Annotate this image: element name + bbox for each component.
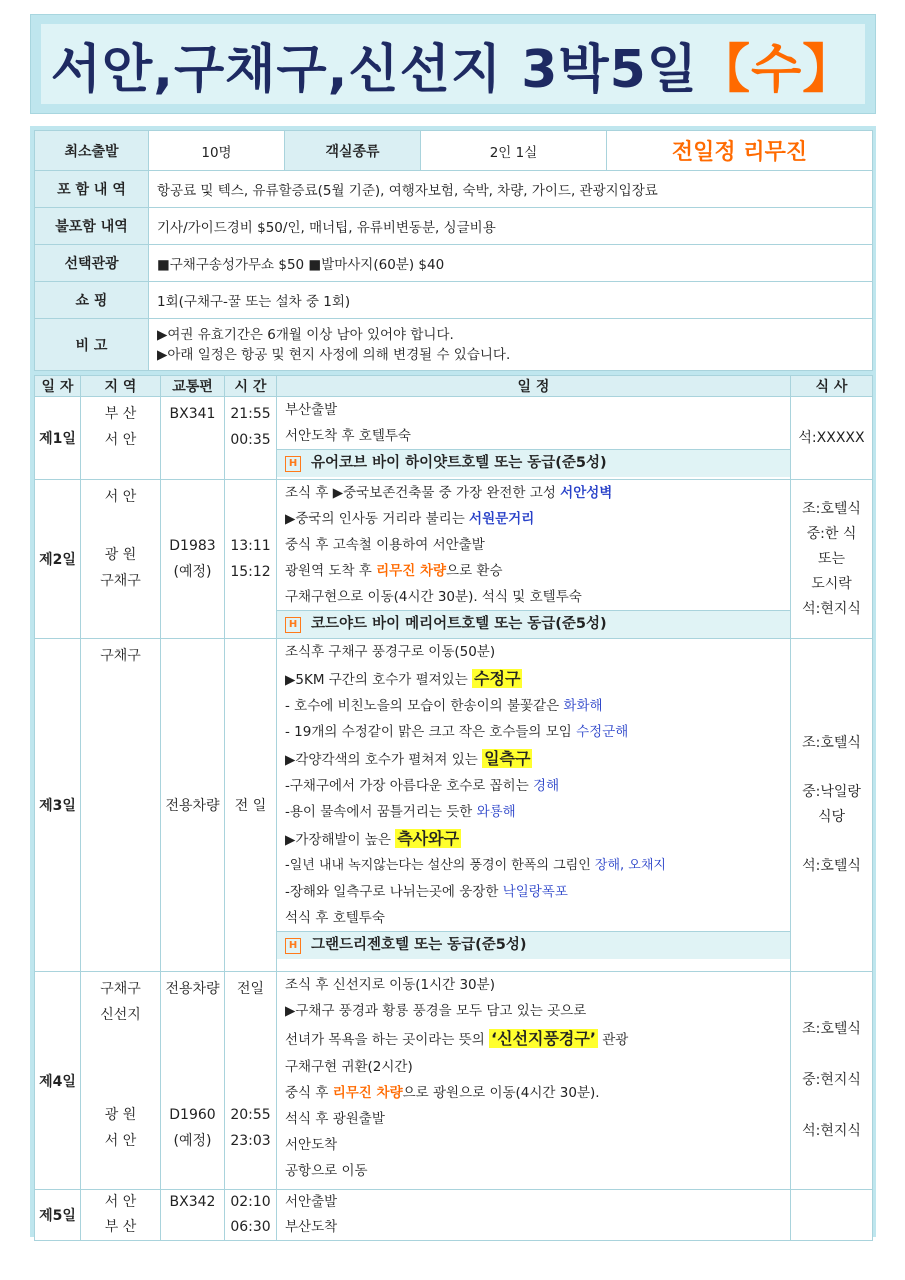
flight-number: BX341 [169, 406, 216, 422]
sight-highlight: ‘신선지풍경구’ [491, 1029, 596, 1048]
limo-banner: 전일정 리무진 [607, 131, 873, 171]
day1-row [35, 397, 873, 480]
time-text: 전일 [236, 981, 265, 997]
day5-transport [161, 1190, 225, 1241]
schedule-line: 석식 후 광원출발 [285, 1111, 385, 1127]
info-row-excludes [35, 208, 873, 245]
schedule-line [277, 665, 790, 693]
info-row-includes [35, 171, 873, 208]
day2-meal [791, 480, 873, 639]
schedule-line [277, 879, 790, 905]
line-text: -일년 내내 녹지않는다는 설산의 풍경이 한폭의 그림인 [285, 858, 595, 873]
train-note: (예정) [173, 1133, 212, 1149]
day3-meal [791, 639, 873, 972]
limo-highlight: 리무진 차량 [332, 1085, 403, 1101]
day2-row [35, 480, 873, 639]
schedule-line [277, 825, 790, 853]
train-number: D1983 [169, 538, 216, 554]
line-text: 관광 [597, 1032, 629, 1048]
remarks-value [149, 319, 873, 371]
shopping-label: 쇼 핑 [35, 282, 149, 319]
region-text: 구채구 [100, 573, 141, 589]
col-schedule: 일 정 [277, 376, 791, 397]
meal-text: 조:호텔식 [802, 1021, 861, 1037]
title-banner [30, 14, 876, 114]
day4-time [225, 972, 277, 1190]
day4-label: 제4일 [35, 972, 81, 1190]
region-text: 서 안 [104, 1133, 137, 1149]
sight-highlight: 일측구 [484, 749, 531, 768]
time-text: 21:55 [230, 406, 271, 422]
region-text: 구채구 [100, 981, 141, 997]
region-text: 광 원 [104, 1107, 137, 1123]
day3-transport: 전용차량 [161, 639, 225, 972]
day1-meal: 석:XXXXX [791, 397, 873, 480]
sight-name: 와룡해 [476, 804, 516, 820]
day5-row [35, 1190, 873, 1241]
schedule-table [34, 375, 873, 1241]
col-region: 지 역 [81, 376, 161, 397]
region-text: 서 안 [104, 489, 137, 505]
time-text: 00:35 [230, 432, 271, 448]
hotel-name: 유어코브 바이 하이얏트호텔 또는 동급(준5성) [311, 455, 607, 471]
day1-label: 제1일 [35, 397, 81, 480]
schedule-line [277, 773, 790, 799]
options-value: ■구채구송성가무쇼 $50 ■발마사지(60분) $40 [149, 245, 873, 282]
day3-label: 제3일 [35, 639, 81, 972]
line-text: 선녀가 목욕을 하는 곳이라는 뜻의 [285, 1032, 490, 1048]
spacer [791, 1093, 872, 1119]
schedule-line: 조식후 구채구 풍경구로 이동(50분) [285, 644, 496, 660]
region-text: 구채구 [100, 648, 141, 664]
schedule-line: ▶구채구 풍경과 황룡 풍경을 모두 담고 있는 곳으로 [285, 1003, 587, 1019]
info-table [34, 130, 873, 371]
day4-row [35, 972, 873, 1190]
info-row-shopping [35, 282, 873, 319]
schedule-line [277, 1080, 790, 1106]
schedule-line: 서안도착 후 호텔투숙 [285, 428, 411, 444]
day3-region [81, 639, 161, 972]
day5-time [225, 1190, 277, 1241]
day1-schedule [277, 397, 791, 480]
schedule-line [277, 719, 790, 745]
schedule-line [277, 558, 790, 584]
line-text: 으로 환승 [446, 563, 503, 579]
itinerary-frame [30, 126, 876, 1237]
line-text: ▶5KM 구간의 호수가 펼져있는 [285, 672, 473, 688]
hotel-name: 그랜드리젠호텔 또는 동급(준5성) [311, 937, 527, 953]
line-text: -용이 물속에서 꿈틀거리는 듯한 [285, 804, 477, 820]
time-text: 13:11 [230, 538, 271, 554]
spacer [225, 1002, 276, 1102]
min-depart-label: 최소출발 [35, 131, 149, 171]
day4-region [81, 972, 161, 1190]
spacer [791, 756, 872, 780]
col-day: 일 자 [35, 376, 81, 397]
line-text: ▶가장해발이 높은 [285, 832, 396, 848]
remark-passport: ▶여권 유효기간은 6개월 이상 남아 있어야 합니다. [157, 326, 454, 343]
schedule-line: 구채구현으로 이동(4시간 30분). 석식 및 호텔투숙 [285, 589, 582, 605]
day1-time [225, 397, 277, 480]
day1-region [81, 397, 161, 480]
limo-highlight: 리무진 차량 [376, 563, 447, 579]
schedule-line: 구채구현 귀환(2시간) [285, 1059, 413, 1075]
meal-text: 식당 [817, 809, 846, 825]
day2-transport [161, 480, 225, 639]
col-meal: 식 사 [791, 376, 873, 397]
time-text: 15:12 [230, 564, 271, 580]
day5-label: 제5일 [35, 1190, 81, 1241]
day3-schedule [277, 639, 791, 972]
day2-hotel [277, 610, 790, 638]
schedule-line: 서안도착 [285, 1137, 338, 1153]
spacer [161, 1215, 224, 1240]
title-main: 서안,구채구,신선지 3박5일 [50, 39, 699, 100]
meal-text: 조:호텔식 [802, 735, 861, 751]
line-text: -구채구에서 가장 아름다운 호수로 꼽히는 [285, 778, 534, 794]
line-text: ▶중국의 인사동 거리라 불리는 [285, 511, 470, 527]
meal-text: 중:현지식 [802, 1072, 861, 1088]
day4-schedule [277, 972, 791, 1190]
sight-name: 화화해 [563, 698, 603, 714]
includes-value: 항공료 및 텍스, 유류할증료(5월 기준), 여행자보험, 숙박, 차량, 가이드, 관광지입장료 [149, 171, 873, 208]
region-text: 부 산 [104, 406, 137, 422]
hotel-icon: H [285, 617, 301, 633]
sight-name: 장해, 오채지 [594, 858, 666, 873]
page-title [51, 27, 856, 102]
train-note: (예정) [173, 564, 212, 580]
line-text: ▶각양각색의 호수가 펼쳐져 있는 [285, 752, 483, 768]
info-row-remarks [35, 319, 873, 371]
sight-highlight: 수정구 [474, 669, 521, 688]
min-depart-value: 10명 [149, 131, 285, 171]
region-text: 서 안 [104, 1194, 137, 1210]
day2-schedule [277, 480, 791, 639]
title-day-accent: 【수】 [698, 39, 856, 100]
day1-hotel [277, 449, 790, 477]
day3-time: 전 일 [225, 639, 277, 972]
day3-hotel [277, 931, 790, 959]
schedule-line [277, 853, 790, 879]
excludes-value: 기사/가이드경비 $50/인, 매너팁, 유류비변동분, 싱글비용 [149, 208, 873, 245]
hotel-icon: H [285, 938, 301, 954]
time-text: 23:03 [230, 1133, 271, 1149]
day4-transport [161, 972, 225, 1190]
day5-region [81, 1190, 161, 1241]
schedule-line [277, 480, 790, 506]
title-inner [41, 24, 865, 104]
sight-name: 경해 [533, 778, 560, 794]
col-time: 시 간 [225, 376, 277, 397]
day1-transport [161, 397, 225, 480]
col-transport: 교통편 [161, 376, 225, 397]
info-row-depart [35, 131, 873, 171]
region-text: 서 안 [104, 432, 137, 448]
region-text: 신선지 [100, 1007, 141, 1023]
sight-highlight: 측사와구 [397, 829, 460, 848]
line-text: - 19개의 수정같이 맑은 크고 작은 호수들의 모임 [285, 724, 577, 740]
spacer [81, 1028, 160, 1102]
line-text: 중식 후 [285, 1085, 333, 1101]
spacer [161, 1002, 224, 1102]
sight-name: 수정군해 [576, 724, 629, 740]
region-text: 광 원 [104, 547, 137, 563]
meal-text: 중:한 식 [806, 525, 857, 542]
schedule-line [277, 745, 790, 773]
options-label: 선택관광 [35, 245, 149, 282]
schedule-line: 부산출발 [285, 402, 338, 418]
flight-number: BX342 [169, 1194, 216, 1210]
day3-row [35, 639, 873, 972]
line-text: -장해와 일측구로 나뉘는곳에 웅장한 [285, 884, 503, 900]
meal-text: 석:호텔식 [802, 858, 861, 874]
excludes-label: 불포함 내역 [35, 208, 149, 245]
time-text: 02:10 [230, 1194, 271, 1210]
schedule-line [277, 1024, 790, 1054]
hotel-name: 코드야드 바이 메리어트호텔 또는 동급(준5성) [311, 616, 607, 632]
meal-text: 석:현지식 [802, 1123, 861, 1139]
meal-text: 또는 [817, 550, 846, 567]
schedule-line: 서안출발 [285, 1194, 338, 1210]
line-text: 광원역 도착 후 [285, 563, 377, 579]
schedule-line: 석식 후 호텔투숙 [285, 910, 385, 926]
day4-meal [791, 972, 873, 1190]
hotel-icon: H [285, 456, 301, 472]
remark-schedule-change: ▶아래 일정은 항공 및 현지 사정에 의해 변경될 수 있습니다. [157, 346, 511, 363]
shopping-value: 1회(구채구-꿀 또는 설차 중 1회) [149, 282, 873, 319]
line-text: 으로 광원으로 이동(4시간 30분). [402, 1085, 600, 1101]
meal-text: 도시락 [811, 575, 852, 592]
time-text: 20:55 [230, 1107, 271, 1123]
spacer [791, 830, 872, 854]
meal-text: 조:호텔식 [802, 500, 861, 517]
schedule-line [277, 693, 790, 719]
spacer [791, 1042, 872, 1068]
schedule-line: 조식 후 신선지로 이동(1시간 30분) [285, 977, 495, 993]
sight-name: 서안성벽 [560, 485, 613, 501]
day2-region [81, 480, 161, 639]
day5-meal [791, 1190, 873, 1241]
schedule-line: 부산도착 [285, 1219, 338, 1235]
spacer [81, 510, 160, 542]
line-text: - 호수에 비친노을의 모습이 한송이의 불꽃같은 [285, 698, 564, 714]
meal-text: 중:낙일랑 [802, 784, 861, 800]
sight-name: 낙일랑폭포 [502, 884, 568, 900]
room-type-label: 객실종류 [285, 131, 421, 171]
day2-label: 제2일 [35, 480, 81, 639]
includes-label: 포 함 내 역 [35, 171, 149, 208]
day2-time [225, 480, 277, 639]
line-text: 조식 후 ▶중국보존건축물 중 가장 완전한 고성 [285, 485, 561, 501]
day5-schedule [277, 1190, 791, 1241]
time-text: 06:30 [230, 1219, 271, 1235]
schedule-line [277, 506, 790, 532]
meal-text: 석:현지식 [802, 600, 861, 617]
schedule-line: 중식 후 고속철 이용하여 서안출발 [285, 537, 485, 553]
schedule-line: 공항으로 이동 [285, 1163, 368, 1179]
schedule-header [35, 376, 873, 397]
region-text: 부 산 [104, 1219, 137, 1235]
info-row-options [35, 245, 873, 282]
train-number: D1960 [169, 1107, 216, 1123]
room-type-value: 2인 1실 [421, 131, 607, 171]
vehicle-text: 전용차량 [165, 981, 220, 997]
sight-name: 서원문거리 [469, 511, 535, 527]
schedule-line [277, 799, 790, 825]
remarks-label: 비 고 [35, 319, 149, 371]
